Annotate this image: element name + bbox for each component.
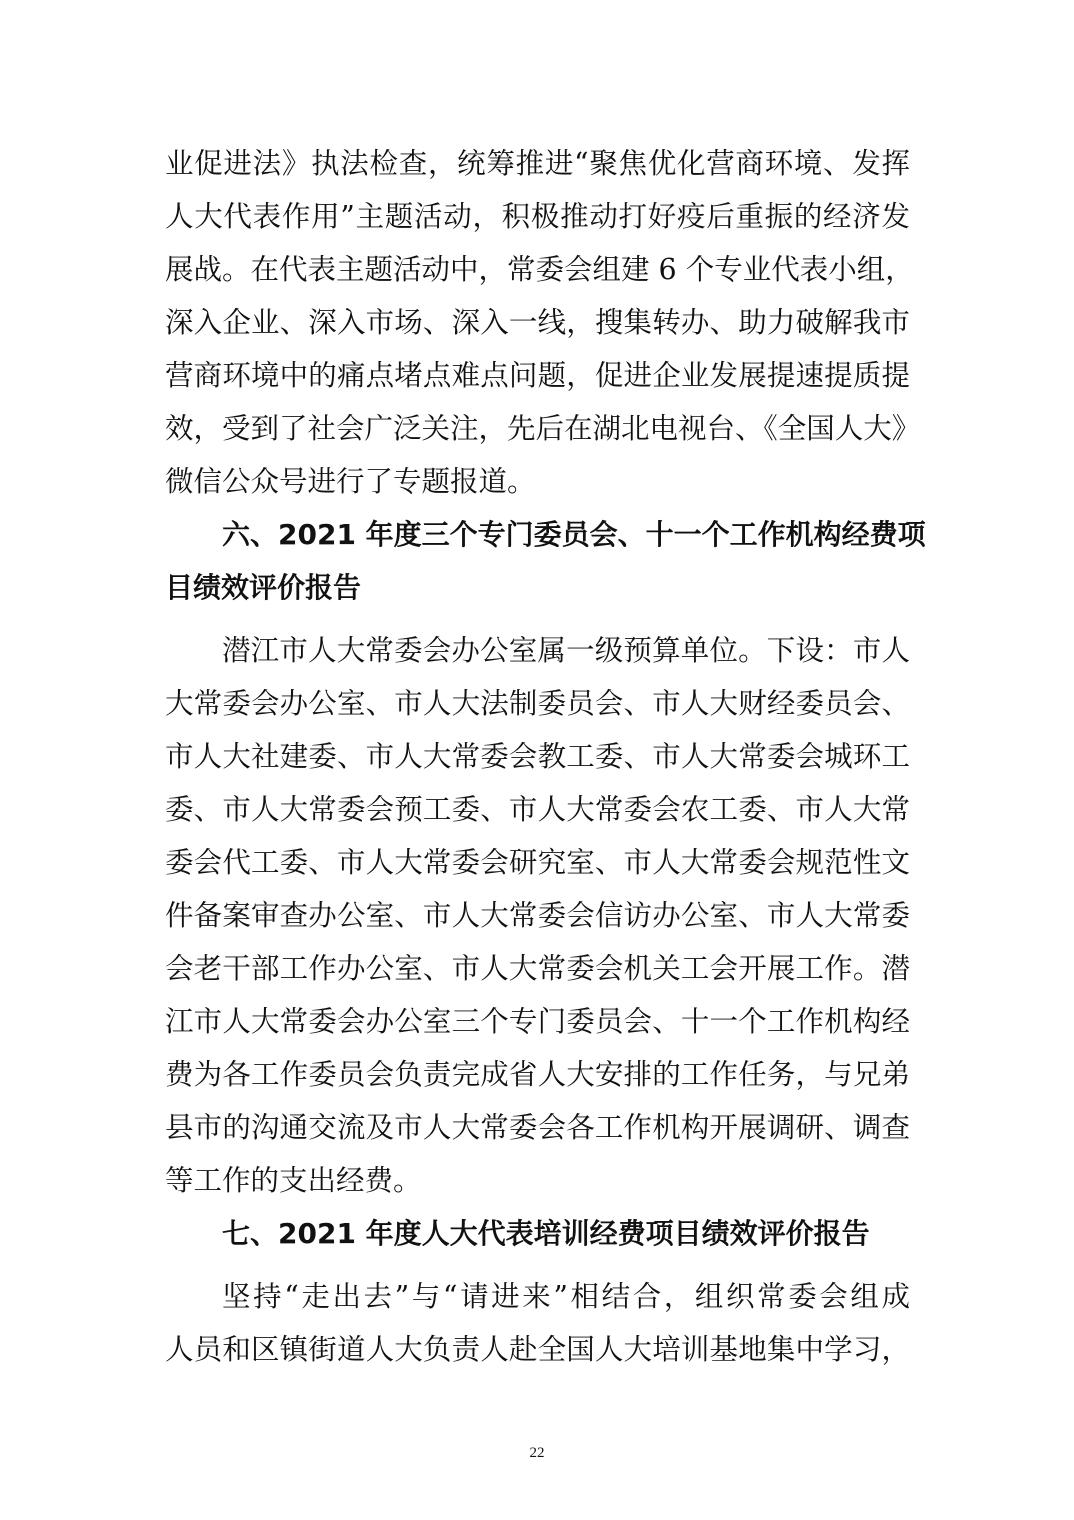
body-text-line: 费为各工作委员会负责完成省人大安排的工作任务，与兄弟 bbox=[165, 1058, 910, 1091]
body-text-line: 等工作的支出经费。 bbox=[165, 1164, 422, 1197]
body-text-line: 江市人大常委会办公室三个专门委员会、十一个工作机构经 bbox=[165, 1005, 910, 1038]
body-text-line: 县市的沟通交流及市人大常委会各工作机构开展调研、调查 bbox=[165, 1111, 910, 1144]
body-text-line: 展战。在代表主题活动中，常委会组建 6 个专业代表小组， bbox=[165, 253, 914, 286]
body-text-line: 坚持“走出去”与“请进来”相结合，组织常委会组成 bbox=[222, 1280, 910, 1313]
page-number: 22 bbox=[529, 1445, 545, 1461]
body-text-line: 业促进法》执法检查，统筹推进“聚焦优化营商环境、发挥 bbox=[165, 147, 910, 180]
body-text-line: 微信公众号进行了专题报道。 bbox=[165, 465, 536, 498]
body-text-line: 大常委会办公室、市人大法制委员会、市人大财经委员会、 bbox=[165, 687, 910, 720]
body-text-line: 件备案审查办公室、市人大常委会信访办公室、市人大常委 bbox=[165, 899, 910, 932]
body-text-line: 人大代表作用”主题活动，积极推动打好疫后重振的经济发 bbox=[165, 200, 910, 233]
section-heading-6: 六、2021 年度三个专门委员会、十一个工作机构经费项 bbox=[222, 518, 926, 551]
section-heading-6-continued: 目绩效评价报告 bbox=[165, 571, 362, 604]
body-text-line: 营商环境中的痛点堵点难点问题，促进企业发展提速提质提 bbox=[165, 359, 910, 392]
body-text-line: 深入企业、深入市场、深入一线，搜集转办、助力破解我市 bbox=[165, 306, 910, 339]
body-text-line: 人员和区镇街道人大负责人赴全国人大培训基地集中学习， bbox=[165, 1333, 910, 1366]
body-text-line: 会老干部工作办公室、市人大常委会机关工会开展工作。潜 bbox=[165, 952, 910, 985]
body-text-line: 市人大社建委、市人大常委会教工委、市人大常委会城环工 bbox=[165, 740, 910, 773]
body-text-line: 效，受到了社会广泛关注，先后在湖北电视台、《全国人大》 bbox=[165, 412, 921, 445]
body-text-line: 潜江市人大常委会办公室属一级预算单位。下设：市人 bbox=[222, 634, 910, 667]
section-heading-7: 七、2021 年度人大代表培训经费项目绩效评价报告 bbox=[222, 1217, 870, 1250]
body-text-line: 委会代工委、市人大常委会研究室、市人大常委会规范性文 bbox=[165, 846, 910, 879]
body-text-line: 委、市人大常委会预工委、市人大常委会农工委、市人大常 bbox=[165, 793, 910, 826]
